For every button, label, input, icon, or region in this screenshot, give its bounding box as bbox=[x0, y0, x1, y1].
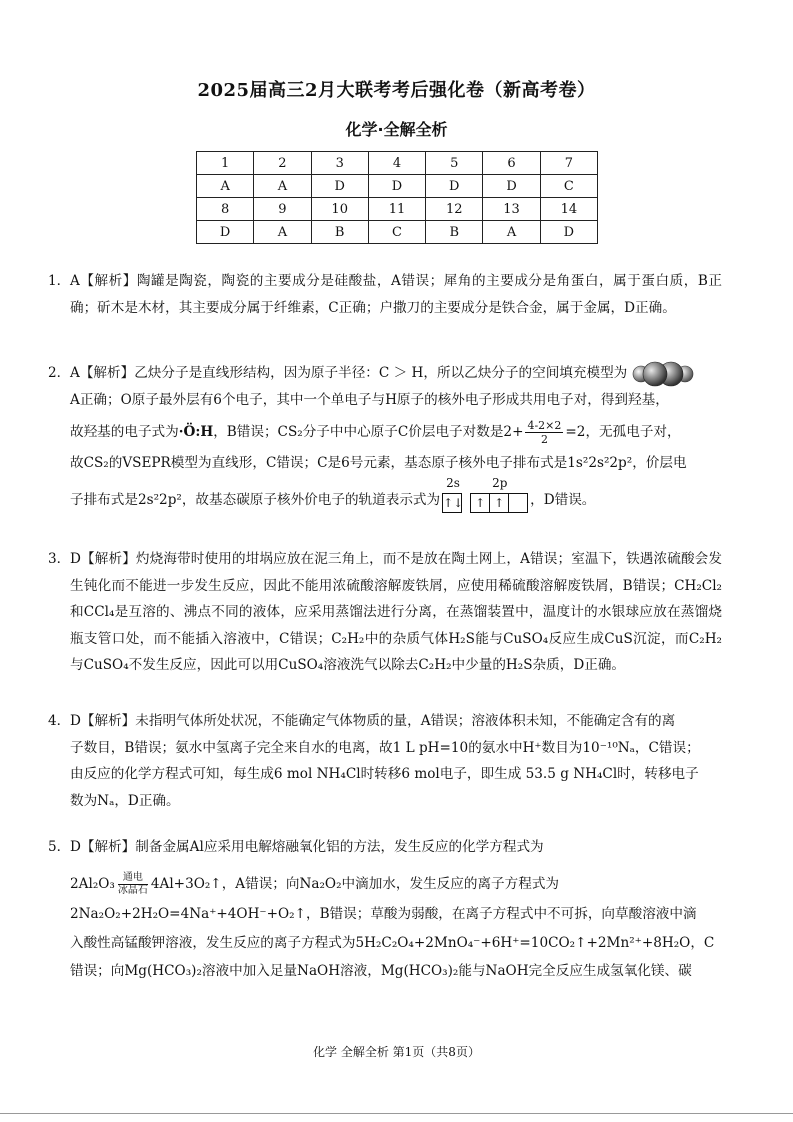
question-label: 5． bbox=[48, 839, 71, 855]
table-cell: A bbox=[254, 175, 311, 198]
question-text: D【解析】未指明气体所处状况，不能确定气体物质的量，A错误；溶液体积未知，不能确定含有的离 bbox=[70, 713, 676, 729]
hydroxyl-electron-formula: ·Ö:H bbox=[178, 424, 214, 440]
table-cell: C bbox=[540, 175, 597, 198]
question-text: 入酸性高锰酸钾溶液，发生反应的离子方程式为5H₂C₂O₄+2MnO₄⁻+6H⁺=10CO₂↑+2Mn²⁺+8H₂O，C bbox=[70, 934, 715, 951]
table-cell: 11 bbox=[368, 198, 425, 221]
acetylene-space-filling-model-icon bbox=[632, 361, 694, 387]
table-cell: 10 bbox=[311, 198, 368, 221]
equation-text: 2Al₂O₃ bbox=[70, 875, 115, 892]
table-cell: C bbox=[368, 221, 425, 244]
orbital-diagram bbox=[442, 475, 464, 514]
table-cell: 8 bbox=[197, 198, 254, 221]
table-cell: D bbox=[483, 175, 540, 198]
question-text: 故羟基的电子式为 bbox=[70, 424, 179, 440]
table-row bbox=[197, 152, 598, 175]
orbital-diagram bbox=[470, 475, 528, 514]
question-3 bbox=[48, 546, 722, 679]
table-cell: D bbox=[368, 175, 425, 198]
page-footer: 化学 全解全析 第1页（共8页） bbox=[313, 1045, 480, 1059]
fraction bbox=[525, 419, 563, 446]
table-cell: 7 bbox=[540, 152, 597, 175]
table-cell: 13 bbox=[483, 198, 540, 221]
fraction-denominator: 2 bbox=[540, 433, 548, 446]
table-cell: 5 bbox=[426, 152, 483, 175]
question-text: A【解析】乙炔分子是直线形结构，因为原子半径：C ＞ H，所以乙炔分子的空间填充模型为 bbox=[70, 365, 628, 381]
question-label: 1． bbox=[48, 273, 71, 289]
question-text: 2Na₂O₂+2H₂O=4Na⁺+4OH⁻+O₂↑，B错误；草酸为弱酸，在离子方程式中不可拆，向草酸溶液中滴 bbox=[70, 906, 697, 922]
table-cell: 4 bbox=[368, 152, 425, 175]
question-4 bbox=[48, 708, 722, 814]
orbital-label-2p: 2p bbox=[492, 475, 508, 490]
table-cell: 12 bbox=[426, 198, 483, 221]
question-5 bbox=[48, 834, 722, 985]
orbital-box: ↑ bbox=[490, 493, 509, 513]
question-text: D【解析】灼烧海带时使用的坩埚应放在泥三角上，而不是放在陶土网上，A错误；室温下，铁遇浓硫酸会发生钝化而不能进一步发生反应，因此不能用浓硫酸溶解废铁屑，应使用稀硫酸溶解废铁屑，B错误；CH₂Cl₂和CCl₄是互溶的、沸点不同的液体，应采用蒸馏法进行分离，在蒸馏装置中，温度计的水银球应放在蒸馏烧瓶支管口处，而不能插入溶液中，C错误；C₂H₂中的杂质气体H₂S能与CuSO₄反应生成CuS沉淀，而C₂H₂与CuSO₄不发生反应，因此可以用CuSO₄溶液洗气以除去C₂H₂中少量的H₂S杂质，D正确。 bbox=[70, 551, 722, 673]
orbital-label-2s: 2s bbox=[446, 475, 460, 490]
question-text: 子数目，B错误；氨水中氢离子完全来自水的电离，故1 L pH=10的氨水中H⁺数目为10⁻¹⁰Nₐ，C错误； bbox=[70, 739, 700, 756]
question-text: D【解析】制备金属Al应采用电解熔融氧化铝的方法，发生反应的化学方程式为 bbox=[70, 839, 544, 855]
table-cell: 9 bbox=[254, 198, 311, 221]
question-text: 子排布式是2s²2p²，故基态碳原子核外价电子的轨道表示式为 bbox=[70, 491, 441, 508]
question-text: ，B错误；CS₂分子中中心原子C价层电子对数是2+ bbox=[213, 424, 524, 440]
table-cell: B bbox=[311, 221, 368, 244]
answer-table bbox=[196, 151, 598, 244]
table-cell: D bbox=[197, 221, 254, 244]
footer-divider bbox=[0, 1113, 793, 1114]
question-text: ，D错误。 bbox=[530, 491, 596, 508]
question-text: 故CS₂的VSEPR模型为直线形，C错误；C是6号元素，基态原子核外电子排布式是1s²2s²2p²，价层电 bbox=[70, 455, 687, 471]
question-text: =2，无孤电子对， bbox=[565, 424, 681, 440]
question-label: 2． bbox=[48, 365, 71, 381]
table-cell: A bbox=[254, 221, 311, 244]
question-text: A【解析】陶罐是陶瓷，陶瓷的主要成分是硅酸盐，A错误；犀角的主要成分是角蛋白，属于蛋白质，B正确；斫木是木材，其主要成分属于纤维素，C正确；户撒刀的主要成分是铁合金，属于金属，D正确。 bbox=[70, 273, 722, 316]
page-subtitle: 化学·全解全析 bbox=[345, 120, 448, 139]
question-text: 由反应的化学方程式可知，每生成6 mol NH₄Cl时转移6 mol电子，即生成 53.5 g NH₄Cl时，转移电子 bbox=[70, 766, 699, 782]
table-cell: A bbox=[483, 221, 540, 244]
question-text: A正确；O原子最外层有6个电子，其中一个单电子与H原子的核外电子形成共用电子对，得到羟基， bbox=[70, 391, 669, 408]
table-cell: D bbox=[426, 175, 483, 198]
table-row bbox=[197, 221, 598, 244]
condition-bottom: 冰晶石 bbox=[117, 884, 148, 896]
question-1 bbox=[48, 268, 722, 321]
question-label: 4． bbox=[48, 713, 71, 729]
orbital-box: ↑ bbox=[470, 493, 490, 513]
question-text: 4Al+3O₂↑，A错误；向Na₂O₂中滴加水，发生反应的离子方程式为 bbox=[150, 875, 560, 892]
table-row bbox=[197, 175, 598, 198]
table-cell: D bbox=[311, 175, 368, 198]
table-cell: 1 bbox=[197, 152, 254, 175]
question-label: 3． bbox=[48, 551, 71, 567]
table-row bbox=[197, 198, 598, 221]
table-cell: 3 bbox=[311, 152, 368, 175]
table-cell: D bbox=[540, 221, 597, 244]
table-cell: 2 bbox=[254, 152, 311, 175]
question-text: 错误；向Mg(HCO₃)₂溶液中加入足量NaOH溶液，Mg(HCO₃)₂能与NaOH完全反应生成氢氧化镁、碳 bbox=[70, 963, 692, 979]
table-cell: 6 bbox=[483, 152, 540, 175]
fraction-numerator: 4-2×2 bbox=[527, 419, 562, 432]
orbital-box: ↑↓ bbox=[442, 493, 462, 513]
table-cell: 14 bbox=[540, 198, 597, 221]
question-text: 数为Nₐ，D正确。 bbox=[70, 792, 180, 809]
condition-top: 通电 bbox=[118, 872, 148, 885]
reaction-condition bbox=[118, 872, 148, 897]
table-cell: A bbox=[197, 175, 254, 198]
table-cell: B bbox=[426, 221, 483, 244]
question-2 bbox=[48, 360, 722, 513]
orbital-box bbox=[509, 493, 528, 513]
page-title: 2025届高三2月大联考考后强化卷（新高考卷） bbox=[197, 80, 596, 101]
